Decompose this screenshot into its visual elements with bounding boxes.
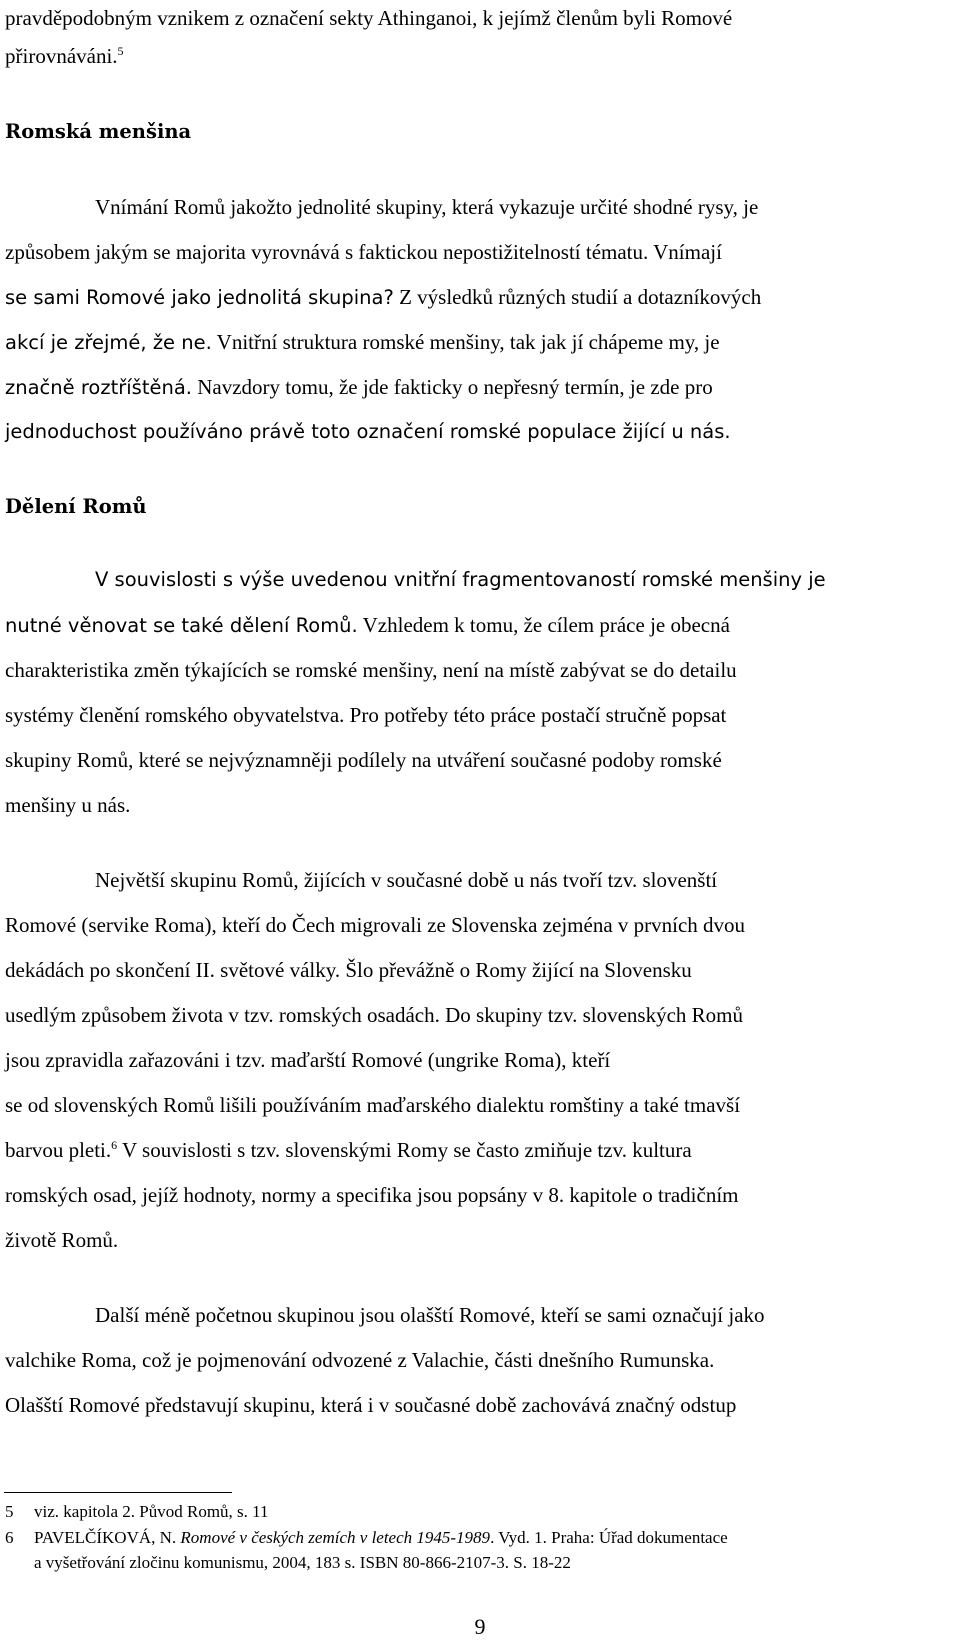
section-heading: Romská menšina	[5, 120, 192, 143]
page-number: 9	[474, 1614, 486, 1639]
footnote-ref: 5	[117, 44, 124, 58]
footnote-number: 6	[5, 1528, 14, 1547]
text-line: dekádách po skončení II. světové války. Šlo převážně o Romy žijící na Slovensku	[5, 958, 692, 982]
text-line: barvou pleti.$^6$ V souvislosti s tzv. slovenskými Romy se často zmiňuje tzv. kultura	[5, 1138, 692, 1162]
footnote-ref: 6	[111, 1138, 118, 1152]
text-line: značně roztříštěná. Navzdory tomu, že jde fakticky o nepřesný termín, je zde pro	[5, 375, 713, 399]
text-line: Největší skupinu Romů, žijících v současné době u nás tvoří tzv. slovenští	[95, 868, 718, 892]
section-heading: Dělení Romů	[5, 495, 147, 518]
footnote-number: 5	[5, 1502, 14, 1521]
text-line: Romové (servike Roma), kteří do Čech migrovali ze Slovenska zejména v prvních dvou	[5, 913, 746, 937]
text-line: nutné věnovat se také dělení Romů. Vzhledem k tomu, že cílem práce je obecná	[5, 613, 730, 637]
text-line: romských osad, jejíž hodnoty, normy a specifika jsou popsány v 8. kapitole o tradičním	[5, 1183, 739, 1207]
text-line: jednoduchost používáno právě toto označení romské populace žijící u nás.	[5, 420, 731, 443]
footnote-text: a vyšetřování zločinu komunismu, 2004, 183 s. ISBN 80-866-2107-3. S. 18-22	[34, 1553, 571, 1572]
footnote-text: PAVELČÍKOVÁ, N. Romové v českých zemích v letech 1945-1989. Vyd. 1. Praha: Úřad dokumentace	[34, 1528, 728, 1547]
text-line: skupiny Romů, které se nejvýznamněji podílely na utváření současné podoby romské	[5, 748, 722, 772]
text-line: V souvislosti s výše uvedenou vnitřní fragmentovaností romské menšiny je	[95, 568, 826, 591]
footnote-book-title: Romové v českých zemích v letech 1945-1989	[180, 1528, 491, 1547]
footnote-text: viz. kapitola 2. Původ Romů, s. 11	[34, 1502, 269, 1521]
text-line: jsou zpravidla zařazováni i tzv. maďarští Romové (ungrike Roma), kteří	[5, 1048, 611, 1072]
text-line: usedlým způsobem života v tzv. romských osadách. Do skupiny tzv. slovenských Romů	[5, 1003, 743, 1027]
text-line: Vnímání Romů jakožto jednolité skupiny, která vykazuje určité shodné rysy, je	[95, 195, 759, 219]
text-line: se sami Romové jako jednolitá skupina? Z výsledků různých studií a dotazníkových	[5, 285, 762, 309]
text-line: životě Romů.	[5, 1228, 119, 1252]
text-line: menšiny u nás.	[5, 793, 131, 817]
text-line: způsobem jakým se majorita vyrovnává s faktickou nepostižitelností tématu. Vnímají	[5, 240, 722, 264]
text-line: valchike Roma, což je pojmenování odvozené z Valachie, části dnešního Rumunska.	[5, 1348, 715, 1372]
footnote-separator	[4, 1492, 232, 1493]
text-line: Olašští Romové představují skupinu, která i v současné době zachovává značný odstup	[5, 1393, 737, 1417]
text-line: Další méně početnou skupinou jsou olašští Romové, kteří se sami označují jako	[95, 1303, 765, 1327]
text-line: se od slovenských Romů lišili používáním maďarského dialektu romštiny a také tmavší	[5, 1093, 741, 1117]
text-line: akcí je zřejmé, že ne. Vnitřní struktura romské menšiny, tak jak jí chápeme my, je	[5, 330, 720, 354]
text-line: přirovnáváni.$^5$	[5, 44, 124, 68]
text-line: systémy členění romského obyvatelstva. Pro potřeby této práce postačí stručně popsat	[5, 703, 727, 727]
text-line: charakteristika změn týkajících se romské menšiny, není na místě zabývat se do detailu	[5, 658, 737, 682]
text-line: pravděpodobným vznikem z označení sekty Athinganoi, k jejímž členům byli Romové	[5, 6, 733, 30]
